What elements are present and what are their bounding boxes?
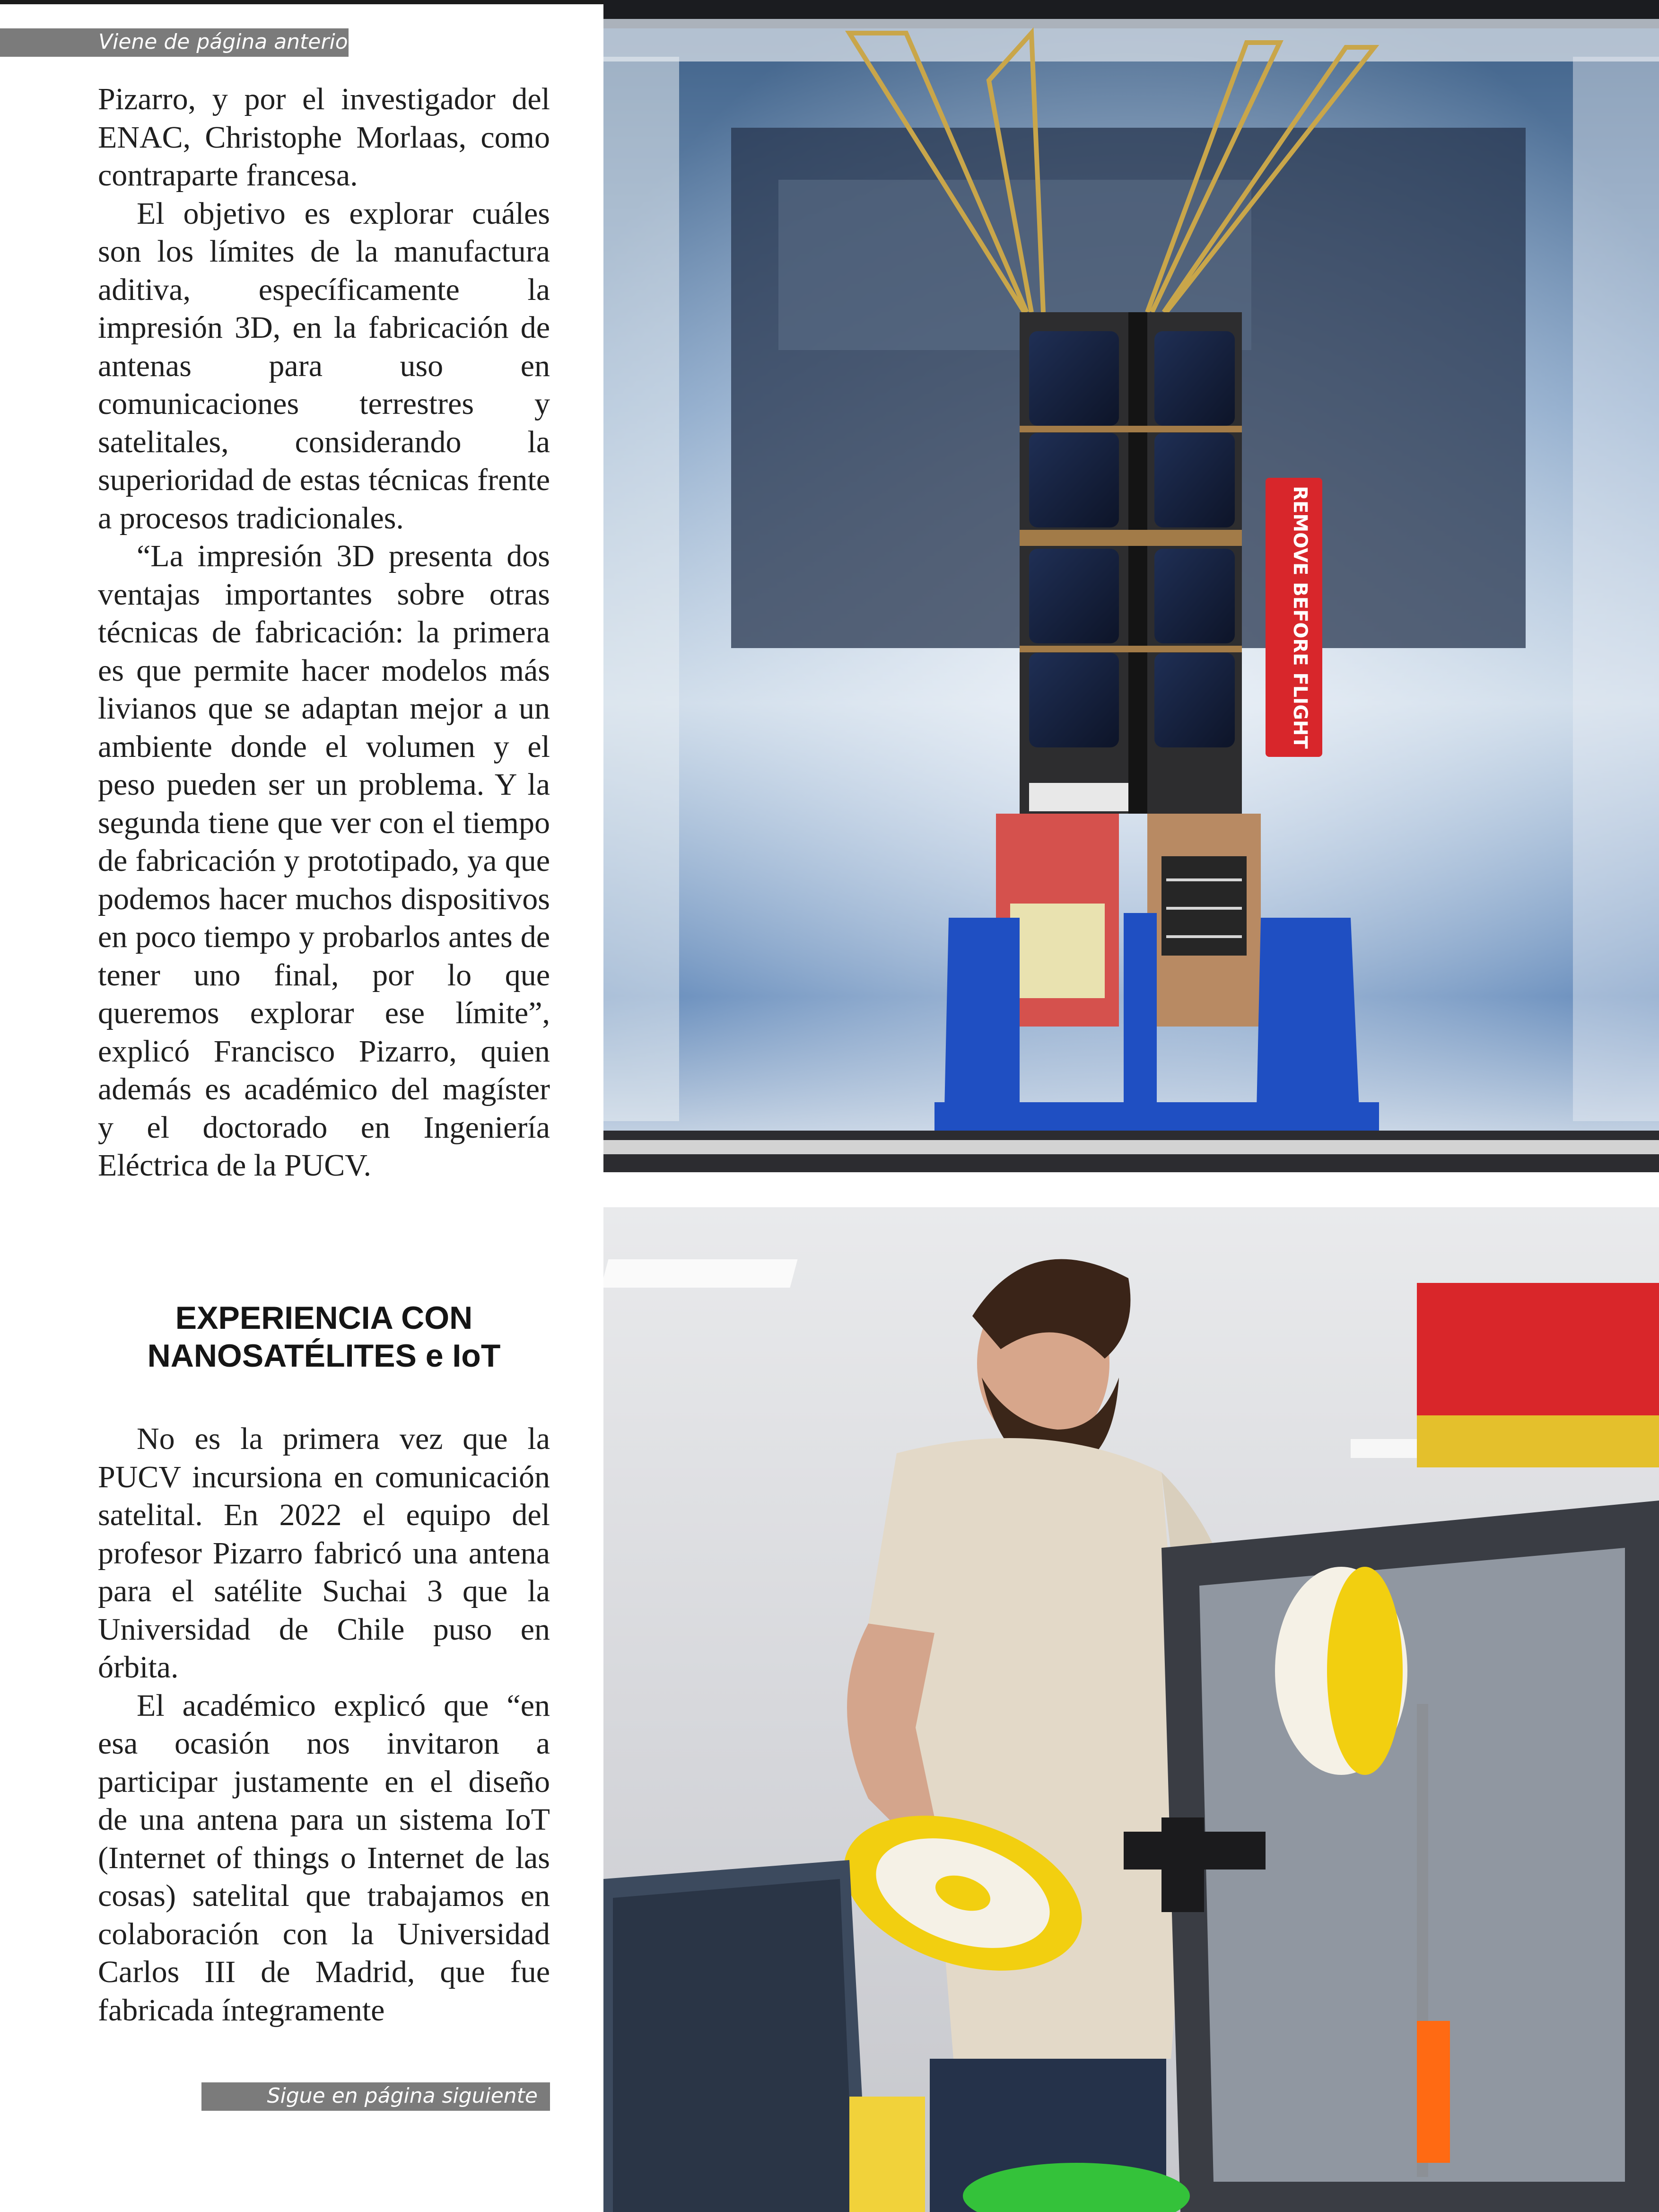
section-heading-line: NANOSATÉLITES e IoT: [147, 1338, 501, 1374]
article-column-bottom: [98, 1420, 550, 2029]
paragraph: El académico explicó que “en esa ocasión nos invitaron a participar justamente en el diseño de una antena para un sistema IoT (Internet of things o Internet de las cosas) satelital que trabajamos en colaboración con la Universidad Carlos III de Madrid, que fue fabricada íntegramente: [98, 1688, 550, 2028]
paragraph: El objetivo es explorar cuáles son los límites de la manufactura aditiva, específicamente la impresión 3D, en la fabricación de antenas para uso en comunicaciones terrestres y satelitales, considerando la superioridad de estas técnicas frente a procesos tradicionales.: [98, 196, 550, 535]
paragraph: “La impresión 3D presenta dos ventajas importantes sobre otras técnicas de fabricación: la primera es que permite hacer modelos más livianos que se adaptan mejor a un ambiente donde el volumen y el peso pueden ser un problema. Y la segunda tiene que ver con el tiempo de fabricación y prototipado, ya que podemos hacer muchos dispositivos en poco tiempo y probarlos antes de tener uno final, por lo que queremos explorar ese límite”, explicó Francisco Pizarro, quien además es académico del magíster y el doctorado en Ingeniería Eléctrica de la PUCV.: [98, 539, 550, 1183]
remove-before-flight-tag: REMOVE BEFORE FLIGHT: [1289, 486, 1311, 749]
nanosatellite-photo: [603, 0, 1659, 1172]
section-heading-line: EXPERIENCIA CON: [175, 1300, 473, 1336]
continued-from-banner: Viene de página anterior: [0, 28, 349, 57]
paragraph: No es la primera vez que la PUCV incursiona en comunicación satelital. En 2022 el equipo del profesor Pizarro fabricó una antena para el satélite Suchai 3 que la Universidad de Chile puso en órbita.: [98, 1422, 550, 1685]
article-column-top: [98, 80, 550, 1185]
researcher-3d-printer-photo: [603, 1207, 1659, 2212]
continued-on-banner: Sigue en página siguiente: [201, 2082, 550, 2111]
section-heading: [98, 1299, 550, 1375]
paragraph: Pizarro, y por el investigador del ENAC, Christophe Morlaas, como contraparte francesa.: [98, 82, 550, 193]
